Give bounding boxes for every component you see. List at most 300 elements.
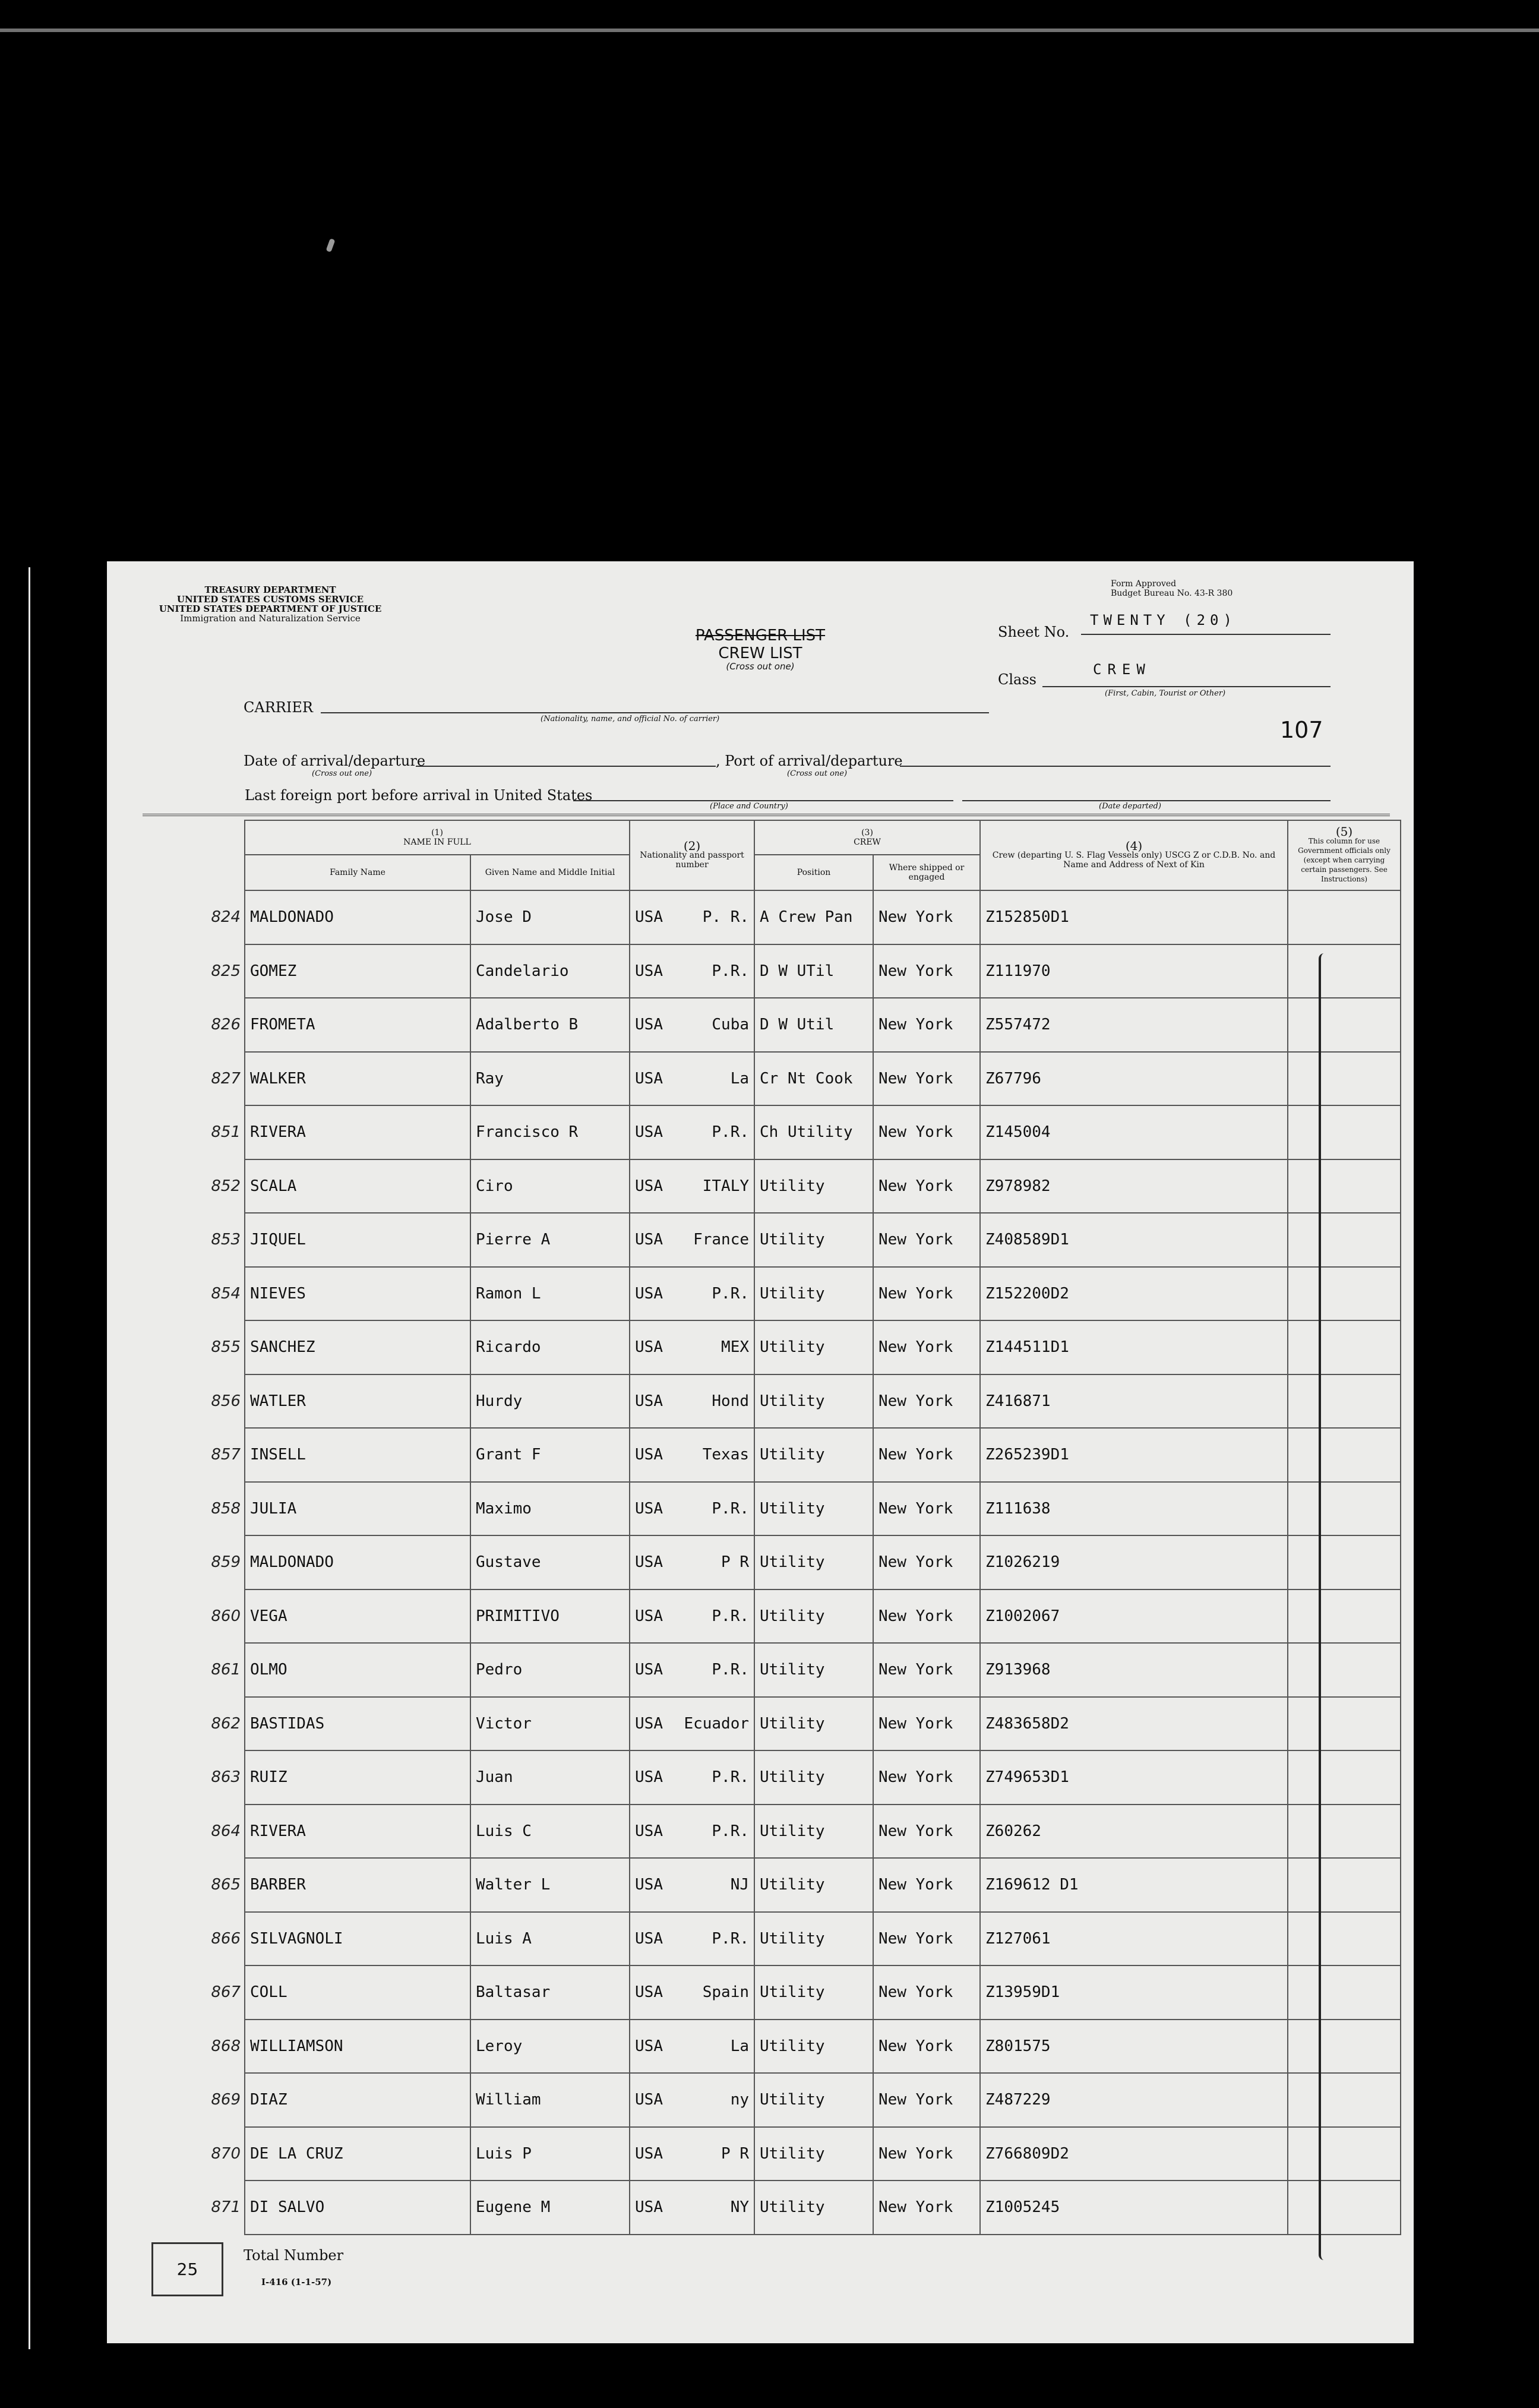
position-cell: Utility (754, 1750, 873, 1805)
nationality: USA (635, 1607, 663, 1625)
given-name-cell: Francisco R (470, 1105, 630, 1159)
position-cell: Utility (754, 1965, 873, 2020)
table-row (194, 944, 1401, 998)
family-name-cell: BASTIDAS (245, 1697, 470, 1751)
passport: P.R. (712, 1284, 750, 1303)
passport: P.R. (712, 1607, 750, 1625)
crew-id-cell: Z408589D1 (980, 1213, 1288, 1267)
table-row (194, 1428, 1401, 1482)
nationality: USA (635, 1284, 663, 1303)
official-use-cell (1288, 890, 1401, 944)
row-number: 825 (211, 962, 241, 980)
nationality-cell (630, 1105, 754, 1159)
family-name-cell: COLL (245, 1965, 470, 2020)
table-row (194, 2127, 1401, 2181)
official-use-cell (1288, 1697, 1401, 1751)
row-number: 856 (211, 1392, 241, 1410)
crew-id-cell: Z169612 D1 (980, 1858, 1288, 1912)
nationality-cell (630, 2020, 754, 2074)
passport: NY (730, 2198, 750, 2217)
budget-bureau: Budget Bureau No. 43-R 380 (1111, 589, 1233, 598)
row-number: 865 (211, 1876, 241, 1894)
crew-id-cell: Z749653D1 (980, 1750, 1288, 1805)
crew-id-cell: Z111970 (980, 944, 1288, 998)
official-use-cell (1288, 1052, 1401, 1106)
carrier-hint: (Nationality, name, and official No. of carrier) (541, 715, 720, 723)
position-cell: Utility (754, 1589, 873, 1644)
nationality: USA (635, 908, 663, 927)
table-row (194, 1697, 1401, 1751)
passport: P R (721, 1553, 750, 1572)
table-row (194, 1589, 1401, 1644)
where-shipped-cell: New York (873, 2073, 980, 2127)
table-row (194, 1105, 1401, 1159)
table-row (194, 890, 1401, 944)
official-use-cell (1288, 1643, 1401, 1697)
given-name-cell: Hurdy (470, 1374, 630, 1429)
official-use-cell (1288, 2020, 1401, 2074)
nationality-cell (630, 998, 754, 1052)
page-number: 107 (1280, 717, 1323, 743)
nationality-cell (630, 944, 754, 998)
table-row (194, 1912, 1401, 1966)
family-name-cell: NIEVES (245, 1267, 470, 1321)
passport: France (693, 1231, 750, 1249)
official-use-cell (1288, 2073, 1401, 2127)
table-row (194, 1159, 1401, 1214)
given-name-cell: Eugene M (470, 2181, 630, 2235)
nationality: USA (635, 1983, 663, 2002)
col1-header: (1) NAME IN FULL (245, 820, 630, 855)
nationality-cell (630, 1858, 754, 1912)
crew-id-cell: Z978982 (980, 1159, 1288, 1214)
position-cell: Cr Nt Cook (754, 1052, 873, 1106)
nationality-cell (630, 1159, 754, 1214)
official-use-cell (1288, 1805, 1401, 1859)
crew-id-cell: Z127061 (980, 1912, 1288, 1966)
col3-header: (3) CREW (754, 820, 980, 855)
position-cell: Utility (754, 1482, 873, 1536)
cross-out-hint-port: (Cross out one) (787, 769, 848, 778)
family-name-cell: DI SALVO (245, 2181, 470, 2235)
family-name-header: Family Name (245, 855, 470, 890)
given-name-cell: Ricardo (470, 1320, 630, 1374)
agency-line: UNITED STATES DEPARTMENT OF JUSTICE (159, 603, 382, 614)
position-cell: Utility (754, 1535, 873, 1589)
given-name-cell: Luis A (470, 1912, 630, 1966)
nationality-cell (630, 1750, 754, 1805)
where-shipped-cell: New York (873, 1213, 980, 1267)
official-use-cell (1288, 1965, 1401, 2020)
port-label: , Port of arrival/departure (716, 753, 903, 769)
given-name-cell: Pedro (470, 1643, 630, 1697)
table-row (194, 1805, 1401, 1859)
table-row (194, 1482, 1401, 1536)
nationality-cell (630, 1805, 754, 1859)
nationality: USA (635, 1392, 663, 1410)
crew-id-cell: Z67796 (980, 1052, 1288, 1106)
title-struck: PASSENGER LIST (695, 627, 826, 644)
where-shipped-cell: New York (873, 1750, 980, 1805)
official-use-cell (1288, 1105, 1401, 1159)
table-row (194, 2073, 1401, 2127)
where-shipped-cell: New York (873, 2020, 980, 2074)
nationality: USA (635, 1714, 663, 1733)
family-name-cell: FROMETA (245, 998, 470, 1052)
family-name-cell: BARBER (245, 1858, 470, 1912)
family-name-cell: INSELL (245, 1428, 470, 1482)
position-cell: Utility (754, 2020, 873, 2074)
where-shipped-cell: New York (873, 1805, 980, 1859)
passport: MEX (721, 1338, 750, 1357)
sheet-label: Sheet No. (998, 624, 1070, 640)
table-row (194, 1643, 1401, 1697)
row-number: 867 (211, 1983, 241, 2002)
given-name-cell: Gustave (470, 1535, 630, 1589)
row-number: 862 (211, 1714, 241, 1733)
passport: P.R. (712, 1929, 750, 1948)
crew-id-cell: Z111638 (980, 1482, 1288, 1536)
agency-block (143, 585, 398, 623)
total-number-label: Total Number (244, 2247, 344, 2264)
nationality-cell (630, 1912, 754, 1966)
row-number: 868 (211, 2037, 241, 2055)
table-row (194, 1213, 1401, 1267)
where-shipped-cell: New York (873, 1428, 980, 1482)
nationality: USA (635, 1768, 663, 1787)
table-row (194, 2181, 1401, 2235)
given-name-cell: Pierre A (470, 1213, 630, 1267)
position-cell: Utility (754, 1858, 873, 1912)
crew-id-cell: Z801575 (980, 2020, 1288, 2074)
where-shipped-cell: New York (873, 1912, 980, 1966)
class-label: Class (998, 671, 1036, 688)
sheet-value: TWENTY (20) (1090, 612, 1237, 628)
given-name-cell: Victor (470, 1697, 630, 1751)
nationality: USA (635, 1123, 663, 1142)
given-name-cell: Luis P (470, 2127, 630, 2181)
passport: La (730, 2037, 750, 2055)
nationality: USA (635, 1499, 663, 1518)
crew-id-cell: Z557472 (980, 998, 1288, 1052)
position-cell: Utility (754, 2073, 873, 2127)
nationality-cell (630, 1320, 754, 1374)
where-shipped-cell: New York (873, 1482, 980, 1536)
nationality-cell (630, 2181, 754, 2235)
class-value: CREW (1093, 661, 1151, 678)
position-cell: D W UTil (754, 944, 873, 998)
col2-header: (2) Nationality and passport number (630, 820, 754, 890)
where-shipped-cell: New York (873, 2127, 980, 2181)
family-name-cell: SCALA (245, 1159, 470, 1214)
passport: Spain (702, 1983, 750, 2002)
nationality-cell (630, 1052, 754, 1106)
passport: NJ (730, 1876, 750, 1894)
official-use-cell (1288, 1213, 1401, 1267)
row-number: 824 (211, 908, 241, 927)
given-name-cell: William (470, 2073, 630, 2127)
place-hint: (Place and Country) (710, 802, 788, 811)
row-number: 863 (211, 1768, 241, 1787)
where-shipped-cell: New York (873, 2181, 980, 2235)
agency-line: Immigration and Naturalization Service (180, 613, 361, 624)
given-name-cell: Adalberto B (470, 998, 630, 1052)
nationality-cell (630, 2073, 754, 2127)
official-use-cell (1288, 1159, 1401, 1214)
nationality: USA (635, 1876, 663, 1894)
row-number: 864 (211, 1822, 241, 1840)
family-name-cell: VEGA (245, 1589, 470, 1644)
where-shipped-cell: New York (873, 1589, 980, 1644)
crew-id-cell: Z1026219 (980, 1535, 1288, 1589)
passport: Ecuador (684, 1714, 750, 1733)
position-header: Position (754, 855, 873, 890)
where-shipped-cell: New York (873, 998, 980, 1052)
passport: ITALY (702, 1177, 750, 1195)
given-name-cell: Walter L (470, 1858, 630, 1912)
position-cell: Utility (754, 1697, 873, 1751)
row-number: 852 (211, 1177, 241, 1195)
nationality-cell (630, 1482, 754, 1536)
where-shipped-cell: New York (873, 1858, 980, 1912)
nationality: USA (635, 1929, 663, 1948)
passport: P R (721, 2144, 750, 2163)
row-number: 866 (211, 1929, 241, 1948)
where-shipped-cell: New York (873, 1159, 980, 1214)
form-approved: Form Approved (1111, 579, 1177, 589)
official-use-cell (1288, 1750, 1401, 1805)
family-name-cell: SILVAGNOLI (245, 1912, 470, 1966)
where-shipped-header: Where shipped or engaged (873, 855, 980, 890)
crew-id-cell: Z60262 (980, 1805, 1288, 1859)
row-number: 858 (211, 1499, 241, 1518)
nationality-cell (630, 1697, 754, 1751)
position-cell: A Crew Pan (754, 890, 873, 944)
position-cell: Utility (754, 1374, 873, 1429)
given-name-cell: Grant F (470, 1428, 630, 1482)
where-shipped-cell: New York (873, 1267, 980, 1321)
family-name-cell: MALDONADO (245, 890, 470, 944)
nationality: USA (635, 1069, 663, 1088)
row-number: 857 (211, 1446, 241, 1464)
carrier-label: CARRIER (244, 699, 313, 716)
row-number: 869 (211, 2091, 241, 2109)
crew-id-cell: Z152200D2 (980, 1267, 1288, 1321)
table-row (194, 1535, 1401, 1589)
position-cell: Utility (754, 1805, 873, 1859)
position-cell: Utility (754, 2127, 873, 2181)
title-crew-list: CREW LIST (718, 644, 802, 662)
nationality: USA (635, 1446, 663, 1464)
position-cell: Utility (754, 1912, 873, 1966)
official-use-cell (1288, 1858, 1401, 1912)
crew-id-cell: Z144511D1 (980, 1320, 1288, 1374)
official-use-cell (1288, 2181, 1401, 2235)
class-hint: (First, Cabin, Tourist or Other) (1105, 689, 1226, 698)
row-number: 861 (211, 1661, 241, 1679)
family-name-cell: JIQUEL (245, 1213, 470, 1267)
crew-list-page (107, 561, 1414, 2343)
position-cell: Utility (754, 2181, 873, 2235)
crew-id-cell: Z766809D2 (980, 2127, 1288, 2181)
cross-out-hint-date: (Cross out one) (312, 769, 372, 778)
family-name-cell: RIVERA (245, 1105, 470, 1159)
adjacent-page-edge (5, 567, 30, 2349)
where-shipped-cell: New York (873, 1535, 980, 1589)
table-row (194, 1858, 1401, 1912)
crew-id-cell: Z483658D2 (980, 1697, 1288, 1751)
family-name-cell: WALKER (245, 1052, 470, 1106)
official-use-cell (1288, 1535, 1401, 1589)
nationality: USA (635, 1822, 663, 1840)
nationality: USA (635, 1553, 663, 1572)
nationality-cell (630, 1643, 754, 1697)
passport: La (730, 1069, 750, 1088)
nationality: USA (635, 2144, 663, 2163)
agency-line: UNITED STATES CUSTOMS SERVICE (176, 594, 364, 605)
family-name-cell: SANCHEZ (245, 1320, 470, 1374)
family-name-cell: GOMEZ (245, 944, 470, 998)
form-code: I-416 (1-1-57) (261, 2277, 332, 2287)
given-name-cell: Jose D (470, 890, 630, 944)
where-shipped-cell: New York (873, 944, 980, 998)
scan-top-line (0, 29, 1539, 32)
family-name-cell: MALDONADO (245, 1535, 470, 1589)
position-cell: Utility (754, 1213, 873, 1267)
family-name-cell: DE LA CRUZ (245, 2127, 470, 2181)
nationality-cell (630, 2127, 754, 2181)
row-number: 854 (211, 1284, 241, 1303)
given-name-cell: PRIMITIVO (470, 1589, 630, 1644)
passport: P.R. (712, 1768, 750, 1787)
row-number: 860 (211, 1607, 241, 1625)
nationality-cell (630, 1267, 754, 1321)
crew-table (194, 820, 1401, 2235)
passport: P.R. (712, 1822, 750, 1840)
where-shipped-cell: New York (873, 1374, 980, 1429)
table-row (194, 1267, 1401, 1321)
passport: P.R. (712, 1123, 750, 1142)
where-shipped-cell: New York (873, 1965, 980, 2020)
family-name-cell: OLMO (245, 1643, 470, 1697)
nationality: USA (635, 1661, 663, 1679)
passport: ny (730, 2091, 750, 2109)
position-cell: Utility (754, 1267, 873, 1321)
given-name-cell: Leroy (470, 2020, 630, 2074)
where-shipped-cell: New York (873, 1697, 980, 1751)
table-row (194, 2020, 1401, 2074)
family-name-cell: JULIA (245, 1482, 470, 1536)
given-name-cell: Ray (470, 1052, 630, 1106)
nationality: USA (635, 962, 663, 980)
nationality-cell (630, 1965, 754, 2020)
table-row (194, 998, 1401, 1052)
passport: P.R. (712, 1499, 750, 1518)
position-cell: Ch Utility (754, 1105, 873, 1159)
position-cell: Utility (754, 1159, 873, 1214)
crew-id-cell: Z13959D1 (980, 1965, 1288, 2020)
passport: Hond (712, 1392, 750, 1410)
row-number: 827 (211, 1069, 241, 1088)
nationality-cell (630, 1589, 754, 1644)
crew-id-cell: Z1002067 (980, 1589, 1288, 1644)
scan-speck (326, 238, 336, 252)
given-name-cell: Luis C (470, 1805, 630, 1859)
given-name-header: Given Name and Middle Initial (470, 855, 630, 890)
family-name-cell: RIVERA (245, 1805, 470, 1859)
official-use-cell (1288, 1428, 1401, 1482)
table-row (194, 1052, 1401, 1106)
position-cell: Utility (754, 1428, 873, 1482)
row-number: 853 (211, 1231, 241, 1249)
official-use-cell (1288, 998, 1401, 1052)
family-name-cell: RUIZ (245, 1750, 470, 1805)
nationality: USA (635, 2091, 663, 2109)
given-name-cell: Maximo (470, 1482, 630, 1536)
official-use-cell (1288, 2127, 1401, 2181)
where-shipped-cell: New York (873, 1320, 980, 1374)
table-row (194, 1750, 1401, 1805)
table-row (194, 1320, 1401, 1374)
nationality: USA (635, 1016, 663, 1034)
where-shipped-cell: New York (873, 1105, 980, 1159)
passport: P. R. (702, 908, 750, 927)
crew-rows (194, 890, 1401, 2235)
col4-header: (4) Crew (departing U. S. Flag Vessels only) USCG Z or C.D.B. No. and Name and Address of Next of Kin (980, 820, 1288, 890)
position-cell: D W Util (754, 998, 873, 1052)
nationality-cell (630, 1535, 754, 1589)
passport: P.R. (712, 962, 750, 980)
total-number-box: 25 (151, 2242, 223, 2296)
nationality: USA (635, 1177, 663, 1195)
official-use-cell (1288, 1374, 1401, 1429)
row-number: 855 (211, 1338, 241, 1357)
family-name-cell: WILLIAMSON (245, 2020, 470, 2074)
official-use-cell (1288, 1267, 1401, 1321)
official-use-cell (1288, 1482, 1401, 1536)
family-name-cell: DIAZ (245, 2073, 470, 2127)
form-title (671, 627, 849, 671)
crew-id-cell: Z487229 (980, 2073, 1288, 2127)
nationality-cell (630, 1213, 754, 1267)
given-name-cell: Ramon L (470, 1267, 630, 1321)
official-check-mark (1319, 953, 1329, 2260)
row-number: 851 (211, 1123, 241, 1142)
crew-id-cell: Z913968 (980, 1643, 1288, 1697)
given-name-cell: Candelario (470, 944, 630, 998)
form-approval (1111, 579, 1301, 598)
passport: Texas (702, 1446, 750, 1464)
given-name-cell: Baltasar (470, 1965, 630, 2020)
where-shipped-cell: New York (873, 1643, 980, 1697)
crew-id-cell: Z265239D1 (980, 1428, 1288, 1482)
official-use-cell (1288, 1589, 1401, 1644)
nationality-cell (630, 1374, 754, 1429)
row-number: 859 (211, 1553, 241, 1572)
nationality: USA (635, 2198, 663, 2217)
passport: Cuba (712, 1016, 750, 1034)
crew-id-cell: Z152850D1 (980, 890, 1288, 944)
given-name-cell: Juan (470, 1750, 630, 1805)
nationality-cell (630, 890, 754, 944)
passport: P.R. (712, 1661, 750, 1679)
nationality: USA (635, 2037, 663, 2055)
crew-id-cell: Z145004 (980, 1105, 1288, 1159)
date-label: Date of arrival/departure (244, 753, 426, 769)
official-use-cell (1288, 1320, 1401, 1374)
date-departed-hint: (Date departed) (1099, 802, 1161, 811)
row-number: 826 (211, 1016, 241, 1034)
